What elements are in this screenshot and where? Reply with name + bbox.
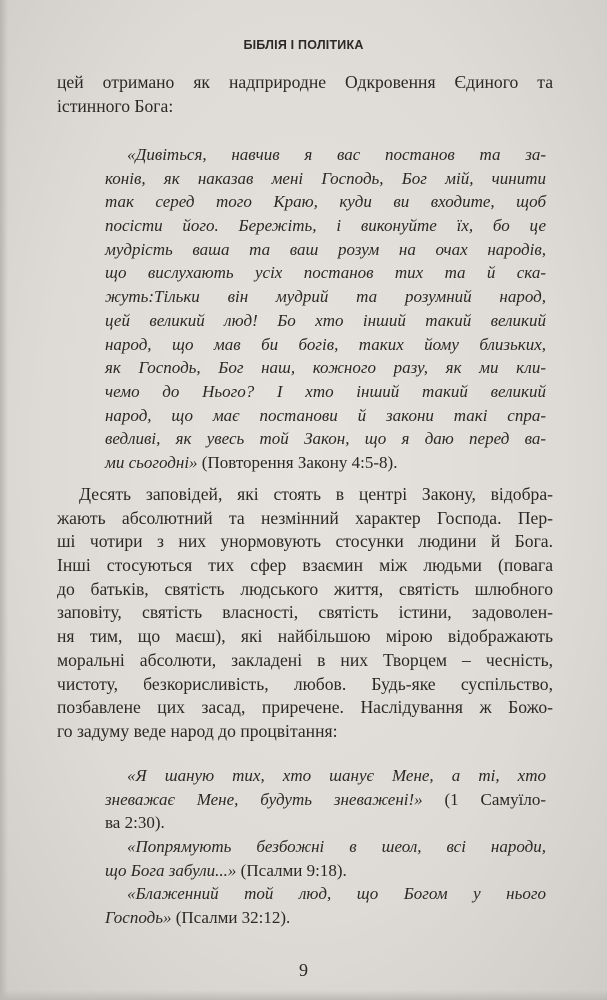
text-line [105,788,546,812]
text-line [105,811,546,835]
text-segment: заповіту, святість власності, святість істини, задоволен- [57,602,553,623]
quote-text: так серед того Краю, куди ви входите, щоб [105,192,546,212]
page-edge-shadow [0,990,607,1000]
text-segment: Десять заповідей, які стоять в центрі Закону, відобра- [79,484,553,504]
text-line [105,427,546,451]
quote-text: чемо до Нього? І хто інший такий великий [105,381,546,401]
text-segment: моральні абсолюти, закладені в них Творцем – чесність, [57,649,553,670]
quote-text: «Я шаную тих, хто шанує Мене, а ті, хто [127,766,546,785]
text-segment: ня тим, що маєш), які найбільшою мірою відображають [57,626,553,647]
text-segment: (Псалми 9:18). [236,860,347,880]
quote-text: посісти його. Бережіть, і виконуйте їх, бо це [105,216,546,236]
quote-text: «Блаженний той люд, що Богом у нього [127,884,546,904]
quote-text: зневажає Мене, будуть зневажені!» [105,789,423,809]
quote-text: «Дивіться, навчив я вас постанов та за- [127,145,546,164]
text-line [105,882,546,906]
text-segment: ва 2:30). [105,813,165,833]
text-line [105,333,546,357]
text-segment: го задуму веде народ до процвітання: [57,720,338,741]
text-line [105,285,546,309]
text-segment: (Повторення Закону 4:5-8). [197,452,398,472]
text-line [105,356,546,380]
paragraph-ten-commandments [57,483,553,744]
text-line [57,649,553,673]
text-line [105,167,546,191]
text-line [57,554,553,578]
text-line [57,71,553,95]
text-line [57,696,553,720]
quote-text: конів, як наказав мені Господь, Бог мій, чинити [105,168,546,188]
text-segment: (Псалми 32:12). [171,908,291,928]
text-line [105,214,546,238]
text-line [57,483,553,507]
text-line [105,238,546,262]
page-number: 9 [299,960,308,980]
text-segment: до батьків, святість людського життя, святість шлюбного [57,578,553,599]
paragraph-intro [57,71,553,118]
text-line [105,309,546,333]
text-segment: чистоту, безкорисливість, любов. Будь-яке суспільство, [57,673,553,694]
quote-text: Господь» [105,908,172,928]
text-segment: жають абсолютний та незмінний характер Господа. Пер- [57,507,553,528]
quote-deuteronomy [105,143,546,475]
text-line [105,835,546,859]
quote-text: що Бога забули...» [105,860,237,880]
text-line [105,190,546,214]
page-edge-shadow [0,0,8,1000]
text-line [105,143,546,167]
text-segment: позбавлене цих засад, приречене. Наслідування ж Божо- [57,697,553,718]
text-line [57,530,553,554]
text-line [105,906,546,930]
text-line [57,95,553,119]
quote-list [105,764,546,930]
text-line [105,859,546,883]
quote-text: цей великий люд! Бо хто інший такий великий [105,310,546,330]
text-segment: істинного Бога: [57,95,174,116]
text-line [57,601,553,625]
running-header: БІБЛІЯ І ПОЛІТИКА [243,38,364,52]
quote-text: ми сьогодні» [105,452,198,472]
quote-text: як Господь, Бог наш, кожного разу, як ми кли- [105,358,546,378]
quote-text: «Попрямують безбожні в шеол, всі народи, [127,837,546,857]
quote-text: жуть:Тільки він мудрий та розумний народ, [105,287,546,307]
text-line [105,404,546,428]
text-segment: Інші стосуються тих сфер взаємин між людьми (повага [57,555,553,576]
text-line [57,507,553,531]
text-line [105,380,546,404]
quote-text: народ, що має постанови й закони такі спра- [105,405,546,425]
text-segment: ші чотири з них унормовують стосунки людини й Бога. [57,531,553,552]
text-segment: цей отримано як надприродне Одкровення Єдиного та [57,72,553,92]
text-line [57,673,553,697]
text-segment: (1 Самуїло- [422,789,546,809]
quote-text: ведливі, як увесь той Закон, що я даю перед ва- [105,429,546,449]
quote-text: мудрість ваша та ваш розум на очах народів, [105,239,546,259]
text-line [105,451,546,475]
text-line [57,578,553,602]
quote-text: що вислухають усіх постанов тих та й ска- [105,263,546,283]
text-line [57,720,553,744]
text-line [105,261,546,285]
quote-text: народ, що мав би богів, таких йому близьких, [105,334,546,354]
text-line [105,764,546,788]
text-line [57,625,553,649]
